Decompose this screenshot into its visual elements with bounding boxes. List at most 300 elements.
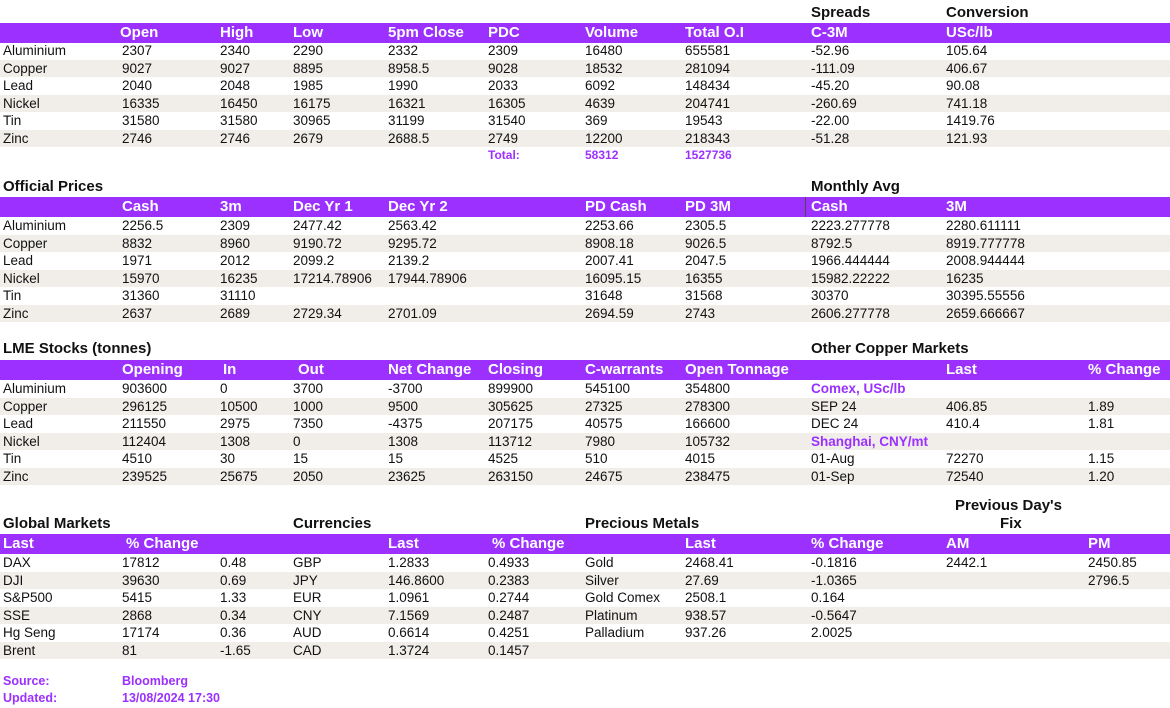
cell: 0.34	[220, 607, 247, 623]
cell: 1.20	[1088, 468, 1115, 484]
cell: 0.6614	[388, 625, 430, 640]
cell: 9027	[122, 60, 153, 76]
cell: -1.65	[220, 642, 251, 658]
cell: 16235	[946, 270, 984, 286]
cell: 305625	[488, 398, 534, 414]
totals-row	[0, 147, 1170, 165]
column-header: PD 3M	[685, 198, 731, 215]
metal-name: Nickel	[3, 95, 40, 111]
cell: 2749	[488, 130, 519, 146]
cell: 207175	[488, 416, 534, 431]
cell: 218343	[685, 130, 731, 146]
column-header: PDC	[488, 24, 520, 41]
currency-code: EUR	[293, 590, 322, 605]
cell: 2305.5	[685, 218, 727, 233]
cell: 1000	[293, 398, 324, 414]
cell: 9500	[388, 398, 419, 414]
cell: 2139.2	[388, 253, 430, 268]
cell: 16175	[293, 95, 331, 111]
price-row	[0, 60, 1170, 78]
cell: 31199	[388, 113, 425, 128]
column-header: PD Cash	[585, 198, 647, 215]
cell: 0.2487	[488, 607, 530, 623]
market-name: Shanghai, CNY/mt	[811, 433, 929, 449]
cell: 903600	[122, 381, 168, 396]
metal-name: Tin	[3, 288, 22, 303]
cell: -0.5647	[811, 607, 857, 623]
cell: 8919.777778	[946, 235, 1025, 251]
market-name: 01-Sep	[811, 468, 855, 484]
cell: 148434	[685, 78, 731, 93]
column-header: Out	[298, 361, 324, 378]
index-name: DJI	[3, 572, 24, 588]
cell: 0.164	[811, 590, 845, 605]
column-header: C-3M	[811, 24, 848, 41]
cell: 2508.1	[685, 590, 727, 605]
metal-name: Platinum	[585, 607, 638, 623]
cell: 4525	[488, 451, 519, 466]
conversion-title: Conversion	[946, 4, 1029, 21]
cell: 9295.72	[388, 235, 437, 251]
cell: 410.4	[946, 416, 980, 431]
cell: 2442.1	[946, 555, 988, 570]
metal-name: Aluminium	[3, 218, 67, 233]
cell: 2033	[488, 78, 519, 93]
cell: 2280.611111	[946, 218, 1021, 233]
cell: 2746	[122, 130, 153, 146]
currency-code: GBP	[293, 555, 322, 570]
cell: 0.2383	[488, 572, 530, 588]
cell: 146.8600	[388, 572, 445, 588]
cell: 31648	[585, 288, 623, 303]
cell: 2694.59	[585, 305, 634, 321]
markets-row	[0, 624, 1170, 642]
cell: 15	[388, 451, 404, 466]
cell: 239525	[122, 468, 168, 484]
cell: 406.67	[946, 60, 988, 76]
cell: 2290	[293, 43, 324, 58]
cell: 31360	[122, 288, 160, 303]
cell: 1.89	[1088, 398, 1115, 414]
cell: 16480	[585, 43, 623, 58]
metal-name: Zinc	[3, 130, 29, 146]
cell: 72270	[946, 451, 984, 466]
cell: 1419.76	[946, 113, 995, 128]
metal-name: Gold	[585, 555, 614, 570]
column-header: Volume	[585, 24, 639, 41]
cell: 16335	[122, 95, 160, 111]
markets-header	[0, 534, 1170, 554]
cell: 2008.944444	[946, 253, 1025, 268]
market-name: Comex, USc/lb	[811, 381, 906, 396]
cell: 17944.78906	[388, 270, 467, 286]
cell: 2679	[293, 130, 324, 146]
cell: 1985	[293, 78, 324, 93]
cell: 9028	[488, 60, 519, 76]
cell: 8832	[122, 235, 153, 251]
cell: 24675	[585, 468, 623, 484]
cell: 1.3724	[388, 642, 430, 658]
cell: 4510	[122, 451, 153, 466]
metal-name: Silver	[585, 572, 619, 588]
cell: 2253.66	[585, 218, 634, 233]
cell: 4639	[585, 95, 616, 111]
column-header: Dec Yr 1	[293, 198, 353, 215]
official-price-row	[0, 235, 1170, 253]
price-row	[0, 95, 1170, 113]
cell: 18532	[585, 60, 623, 76]
cell: 2743	[685, 305, 716, 321]
cell: 2309	[220, 218, 251, 233]
currency-code: CNY	[293, 607, 322, 623]
cell: 30	[220, 451, 236, 466]
cell: 30370	[811, 288, 849, 303]
markets-row	[0, 554, 1170, 572]
cell: 8792.5	[811, 235, 853, 251]
cell: 31568	[685, 288, 723, 303]
cell: 9026.5	[685, 235, 727, 251]
cell: 105.64	[946, 43, 988, 58]
cell: 31110	[220, 288, 256, 303]
divider	[805, 197, 806, 217]
currency-code: CAD	[293, 642, 322, 658]
lme-stocks-header	[0, 360, 1170, 380]
cell: 9027	[220, 60, 251, 76]
cell: 0.2744	[488, 590, 530, 605]
column-header: Dec Yr 2	[388, 198, 448, 215]
cell: 938.57	[685, 607, 727, 623]
cell: 1308	[388, 433, 419, 449]
cell: 937.26	[685, 625, 727, 640]
cell: -0.1816	[811, 555, 857, 570]
cell: 8960	[220, 235, 251, 251]
column-header: Net Change	[388, 361, 472, 378]
markets-row	[0, 589, 1170, 607]
cell: 7980	[585, 433, 616, 449]
cell: 0	[220, 381, 228, 396]
column-header: % Change	[1088, 361, 1161, 378]
metal-name: Nickel	[3, 433, 40, 449]
column-header: Low	[293, 24, 323, 41]
official-prices-title: Official Prices	[3, 178, 104, 195]
metal-name: Palladium	[585, 625, 645, 640]
markets-row	[0, 607, 1170, 625]
cell: 1.15	[1088, 451, 1115, 466]
cell: 281094	[685, 60, 731, 76]
cell: 12200	[585, 130, 623, 146]
metal-name: Tin	[3, 451, 22, 466]
metal-name: Zinc	[3, 468, 29, 484]
cell: 2606.277778	[811, 305, 890, 321]
cell: 0.69	[220, 572, 247, 588]
cell: -45.20	[811, 78, 850, 93]
updated-label: Updated:	[3, 691, 58, 705]
cell: -1.0365	[811, 572, 857, 588]
market-name: DEC 24	[811, 416, 859, 431]
cell: 0	[293, 433, 301, 449]
cell: 121.93	[946, 130, 988, 146]
cell: 90.08	[946, 78, 980, 93]
metal-name: Lead	[3, 416, 34, 431]
official-price-row	[0, 252, 1170, 270]
column-header: In	[223, 361, 237, 378]
cell: 545100	[585, 381, 631, 396]
cell: 16321	[388, 95, 426, 111]
cell: 27.69	[685, 572, 719, 588]
cell: 3700	[293, 381, 324, 396]
markets-row	[0, 642, 1170, 660]
cell: 2659.666667	[946, 305, 1025, 321]
column-header: Cash	[122, 198, 159, 215]
cell: 30965	[293, 113, 331, 128]
stocks-row	[0, 468, 1170, 486]
official-price-row	[0, 287, 1170, 305]
price-row	[0, 130, 1170, 148]
column-header: Last	[946, 361, 977, 378]
column-header: High	[220, 24, 254, 41]
cell: -3700	[388, 381, 423, 396]
cell: 1.81	[1088, 416, 1115, 431]
cell: -52.96	[811, 43, 850, 58]
currencies-title: Currencies	[293, 515, 372, 532]
cell: -4375	[388, 416, 423, 431]
column-header: C-warrants	[585, 361, 664, 378]
column-header: 5pm Close	[388, 24, 464, 41]
column-header: Opening	[122, 361, 183, 378]
cell: 4015	[685, 451, 716, 466]
stocks-row	[0, 415, 1170, 433]
index-name: S&P500	[3, 590, 53, 605]
cell: 5415	[122, 590, 153, 605]
metal-name: Nickel	[3, 270, 40, 286]
global-markets-title: Global Markets	[3, 515, 111, 532]
cell: 16095.15	[585, 270, 642, 286]
cell: 2975	[220, 416, 251, 431]
cell: 9190.72	[293, 235, 342, 251]
official-prices-header	[0, 197, 1170, 217]
cell: 899900	[488, 381, 534, 396]
cell: 2477.42	[293, 218, 342, 233]
lme-stocks-title: LME Stocks (tonnes)	[3, 340, 152, 357]
cell: 655581	[685, 43, 731, 58]
price-row	[0, 42, 1170, 60]
metal-name: Copper	[3, 60, 48, 76]
cell: 81	[122, 642, 138, 658]
cell: 17812	[122, 555, 160, 570]
cell: 6092	[585, 78, 616, 93]
cell: 2701.09	[388, 305, 437, 321]
cell: 7.1569	[388, 607, 430, 623]
cell: 19543	[685, 113, 723, 128]
cell: 8958.5	[388, 60, 430, 76]
cell: 2688.5	[388, 130, 430, 146]
cell: 2468.41	[685, 555, 734, 570]
cell: -111.09	[811, 60, 855, 76]
cell: 15982.22222	[811, 270, 890, 286]
metal-name: Lead	[3, 78, 34, 93]
cell: 1990	[388, 78, 419, 93]
cell: 278300	[685, 398, 731, 414]
cell: 17174	[122, 625, 160, 640]
cell: 2637	[122, 305, 153, 321]
column-header: % Change	[811, 535, 884, 552]
updated-value: 13/08/2024 17:30	[122, 691, 221, 705]
cell: 16355	[685, 270, 723, 286]
cell: 1.0961	[388, 590, 430, 605]
market-name: SEP 24	[811, 398, 857, 414]
column-header: Total O.I	[685, 24, 744, 41]
fix-title-line1: Previous Day's	[955, 497, 1062, 514]
cell: 2050	[293, 468, 324, 484]
cell: 15970	[122, 270, 160, 286]
index-name: DAX	[3, 555, 31, 570]
cell: 369	[585, 113, 608, 128]
cell: 1.2833	[388, 555, 430, 570]
cell: 113712	[488, 433, 533, 449]
cell: 2.0025	[811, 625, 853, 640]
total-label: Total:	[488, 148, 520, 162]
stocks-row	[0, 433, 1170, 451]
cell: 2007.41	[585, 253, 634, 268]
metal-name: Copper	[3, 235, 48, 251]
cell: 16235	[220, 270, 258, 286]
cell: 30395.55556	[946, 288, 1025, 303]
cell: 105732	[685, 433, 731, 449]
cell: -260.69	[811, 95, 857, 111]
column-header: Last	[3, 535, 34, 552]
metal-name: Tin	[3, 113, 22, 128]
stocks-row	[0, 398, 1170, 416]
metal-name: Copper	[3, 398, 48, 414]
other-copper-title: Other Copper Markets	[811, 340, 969, 357]
metal-name: Aluminium	[3, 381, 67, 396]
stocks-row	[0, 450, 1170, 468]
cell: 211550	[122, 416, 167, 431]
cell: 39630	[122, 572, 160, 588]
cell: 72540	[946, 468, 984, 484]
cell: 0.48	[220, 555, 247, 570]
cell: 112404	[122, 433, 167, 449]
index-name: Brent	[3, 642, 36, 658]
spreads-title: Spreads	[811, 4, 871, 21]
column-header: USc/lb	[946, 24, 993, 41]
cell: 23625	[388, 468, 426, 484]
metal-name: Zinc	[3, 305, 29, 321]
cell: 238475	[685, 468, 731, 484]
official-price-row	[0, 305, 1170, 323]
cell: 166600	[685, 416, 731, 431]
cell: 1971	[122, 253, 153, 268]
cell: 2040	[122, 78, 153, 93]
column-header: Cash	[811, 198, 848, 215]
cell: 2868	[122, 607, 153, 623]
metal-name: Lead	[3, 253, 34, 268]
stocks-row	[0, 380, 1170, 398]
cell: 16450	[220, 95, 258, 111]
cell: -22.00	[811, 113, 850, 128]
source-label: Source:	[3, 674, 50, 688]
column-header: 3M	[946, 198, 967, 215]
official-price-row	[0, 217, 1170, 235]
cell: 40575	[585, 416, 623, 431]
cell: 2307	[122, 43, 153, 58]
index-name: SSE	[3, 607, 31, 623]
cell: 741.18	[946, 95, 988, 111]
price-row	[0, 112, 1170, 130]
cell: 15	[293, 451, 309, 466]
cell: 1.33	[220, 590, 247, 605]
cell: 16305	[488, 95, 526, 111]
column-header: % Change	[492, 535, 565, 552]
cell: 204741	[685, 95, 731, 111]
cell: 1308	[220, 433, 251, 449]
column-header: Open Tonnage	[685, 361, 789, 378]
official-price-row	[0, 270, 1170, 288]
cell: 2048	[220, 78, 251, 93]
cell: 2047.5	[685, 253, 727, 268]
price-row	[0, 77, 1170, 95]
cell: 10500	[220, 398, 258, 414]
market-name: 01-Aug	[811, 451, 855, 466]
column-header: Closing	[488, 361, 543, 378]
cell: 17214.78906	[293, 270, 372, 286]
metal-name: Gold Comex	[585, 590, 661, 605]
cell: 263150	[488, 468, 534, 484]
cell: 25675	[220, 468, 258, 484]
currency-code: AUD	[293, 625, 322, 640]
cell: 2563.42	[388, 218, 437, 233]
column-header: PM	[1088, 535, 1111, 552]
cell: 2223.277778	[811, 218, 890, 233]
column-header: Last	[685, 535, 716, 552]
column-header: AM	[946, 535, 970, 552]
cell: 7350	[293, 416, 324, 431]
cell: 2012	[220, 253, 251, 268]
cell: 2340	[220, 43, 251, 58]
column-header: 3m	[220, 198, 242, 215]
fix-title-line2: Fix	[1000, 515, 1022, 532]
cell: 2332	[388, 43, 419, 58]
prices-header	[0, 23, 1170, 43]
cell: 354800	[685, 381, 731, 396]
cell: -51.28	[811, 130, 850, 146]
cell: 2450.85	[1088, 555, 1137, 570]
cell: 510	[585, 451, 608, 466]
cell: 2256.5	[122, 218, 164, 233]
index-name: Hg Seng	[3, 625, 56, 640]
cell: 8908.18	[585, 235, 634, 251]
cell: 31580	[122, 113, 160, 128]
cell: 27325	[585, 398, 623, 414]
metal-name: Aluminium	[3, 43, 67, 58]
cell: 31580	[220, 113, 258, 128]
column-header: % Change	[126, 535, 199, 552]
total-volume: 58312	[585, 148, 619, 162]
cell: 0.4251	[488, 625, 530, 640]
cell: 0.4933	[488, 555, 530, 570]
cell: 1966.444444	[811, 253, 890, 268]
source-value: Bloomberg	[122, 674, 188, 688]
cell: 2746	[220, 130, 251, 146]
cell: 2689	[220, 305, 251, 321]
cell: 2796.5	[1088, 572, 1130, 588]
cell: 2729.34	[293, 305, 342, 321]
cell: 31540	[488, 113, 526, 128]
column-header: Last	[388, 535, 419, 552]
markets-row	[0, 572, 1170, 590]
cell: 8895	[293, 60, 324, 76]
cell: 2309	[488, 43, 519, 58]
